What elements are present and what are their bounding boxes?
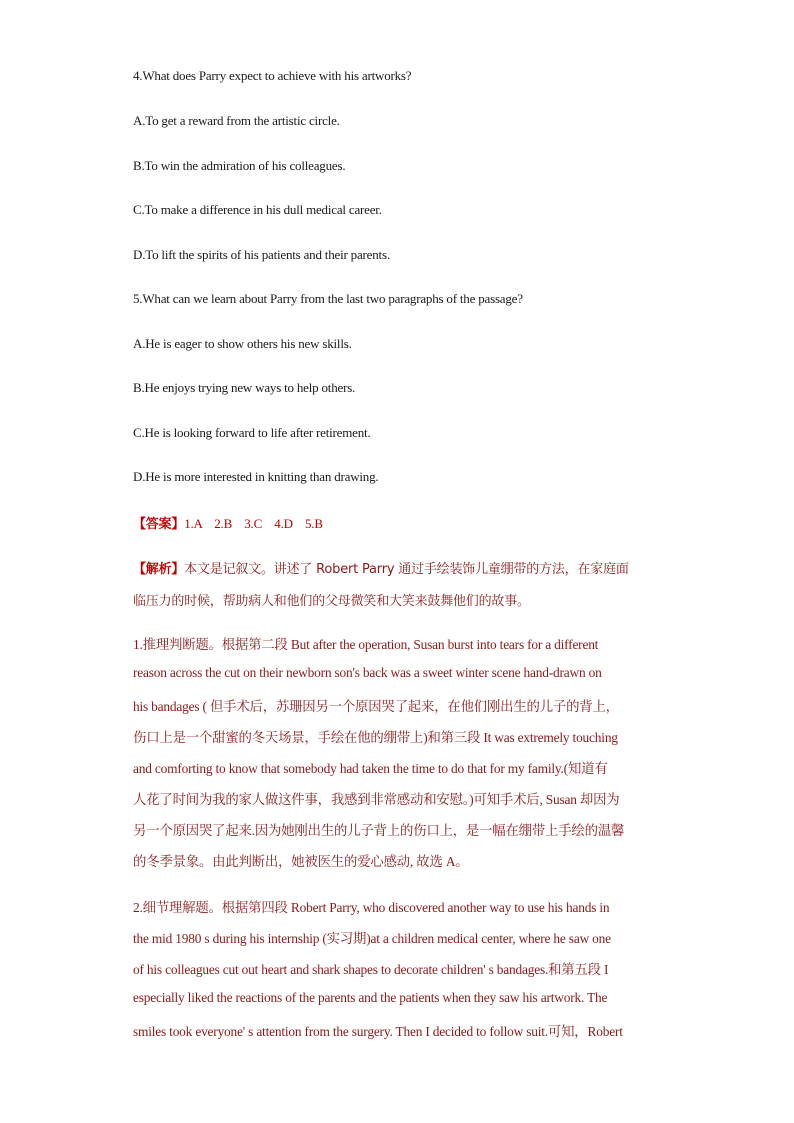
question-5-option-a: A.He is eager to show others his new skills. xyxy=(133,336,352,351)
question-5-option-b: B.He enjoys trying new ways to help others. xyxy=(133,380,356,395)
answer-line xyxy=(133,513,323,532)
explanation-1-line-6: 人花了时间为我的家人做这件事，我感到非常感动和安慰。)可知手术后, Susan 却因为 xyxy=(133,792,620,807)
analysis-label: 【解析】 xyxy=(133,562,185,577)
question-4-option-b: B.To win the admiration of his colleagues. xyxy=(133,158,346,173)
explanation-1-line-5: and comforting to know that somebody had taken the time to do that for my family.(知道有 xyxy=(133,761,608,776)
question-4-stem: 4.What does Parry expect to achieve with his artworks? xyxy=(133,68,412,83)
question-4-option-a: A.To get a reward from the artistic circle. xyxy=(133,113,340,128)
analysis-text-1: 本文是记叙文。讲述了 Robert Parry 通过手绘装饰儿童绷带的方法，在家庭面 xyxy=(184,562,629,577)
question-5-stem: 5.What can we learn about Parry from the last two paragraphs of the passage? xyxy=(133,291,523,306)
explanation-1-line-1: 1.推理判断题。根据第二段 But after the operation, Susan burst into tears for a different xyxy=(133,637,599,652)
explanation-1-line-4: 伤口上是一个甜蜜的冬天场景，手绘在他的绷带上)和第三段 It was extremely touching xyxy=(133,730,618,745)
question-4-option-c: C.To make a difference in his dull medical career. xyxy=(133,202,382,217)
question-5-option-c: C.He is looking forward to life after retirement. xyxy=(133,425,371,440)
explanation-1-line-3: his bandages ( 但手术后，苏珊因另一个原因哭了起来，在他们刚出生的儿子的背上， xyxy=(133,699,619,714)
explanation-2-line-5: smiles took everyone' s attention from the surgery. Then I decided to follow suit.可知，Robert xyxy=(133,1024,623,1039)
explanation-2-line-3: of his colleagues cut out heart and shark shapes to decorate children' s bandages.和第五段 I xyxy=(133,962,609,977)
answer-values: 1.A 2.B 3.C 4.D 5.B xyxy=(184,516,323,531)
explanation-1-line-7: 另一个原因哭了起来.因为她刚出生的儿子背上的伤口上，是一幅在绷带上手绘的温馨 xyxy=(133,823,625,838)
question-5-option-d: D.He is more interested in knitting than drawing. xyxy=(133,469,379,484)
question-4-option-d: D.To lift the spirits of his patients and their parents. xyxy=(133,247,390,262)
explanation-2-line-1: 2.细节理解题。根据第四段 Robert Parry, who discovered another way to use his hands in xyxy=(133,900,610,915)
analysis-line-1 xyxy=(133,558,629,577)
answer-label: 【答案】 xyxy=(133,517,185,532)
explanation-1-line-2: reason across the cut on their newborn son's back was a sweet winter scene hand-drawn on xyxy=(133,665,602,680)
explanation-2-line-2: the mid 1980 s during his internship (实习期)at a children medical center, where he saw one xyxy=(133,931,611,946)
explanation-1-line-8: 的冬季景象。由此判断出，她被医生的爱心感动, 故选 A。 xyxy=(133,854,469,869)
analysis-line-2: 临压力的时候，帮助病人和他们的父母微笑和大笑来鼓舞他们的故事。 xyxy=(133,594,530,609)
explanation-2-line-4: especially liked the reactions of the parents and the patients when they saw his artwork. The xyxy=(133,990,608,1005)
